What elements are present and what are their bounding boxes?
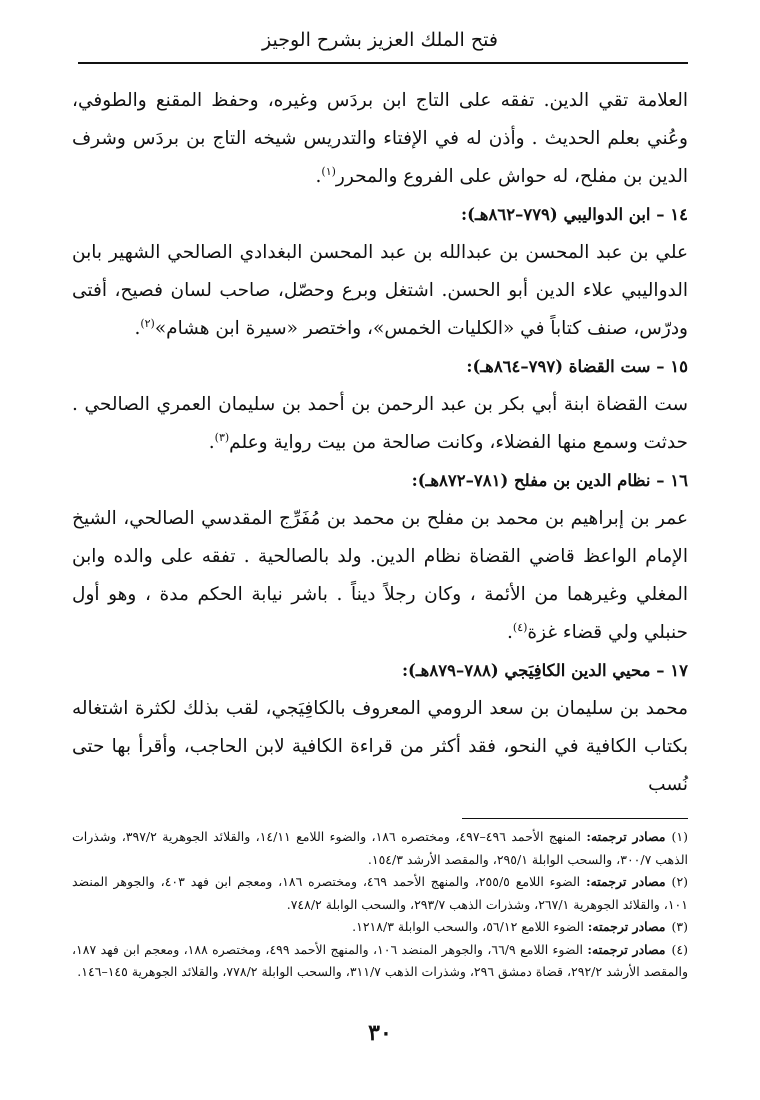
main-text xyxy=(72,82,688,804)
footnote xyxy=(72,916,688,939)
entry-text xyxy=(72,690,688,804)
footnote-number: (١) xyxy=(671,829,688,844)
footnote xyxy=(72,939,688,984)
entry-heading: ١٧ – محيي الدين الكافِيَجي (٧٨٨–٨٧٩هـ): xyxy=(401,661,688,680)
footnote-number: (٢) xyxy=(671,874,689,889)
entry-text xyxy=(72,234,688,348)
footnote-number: (٣) xyxy=(671,919,688,934)
footnotes xyxy=(72,826,688,984)
footnote xyxy=(72,826,688,871)
running-header-title: فتح الملك العزيز بشرح الوجيز xyxy=(262,29,498,51)
entry-body: محمد بن سليمان بن سعد الرومي المعروف بالكافِيَجي، لقب بذلك لكثرة اشتغاله بكتاب الكافية في النحو، فقد أكثر من قراءة الكافية لابن الحاجب، وأقرأ بها حتى نُسب xyxy=(72,698,688,795)
footnote-label: مصادر ترجمته: xyxy=(587,919,666,934)
footnote-ref: (٣) xyxy=(214,430,230,444)
entry-end: . xyxy=(507,622,513,643)
entry-end: . xyxy=(134,318,141,339)
intro-text: العلامة تقي الدين. تفقه على التاج ابن بردَس وغيره، وحفظ المقنع والطوفي، وعُني بعلم الحديث . وأذن له في الإفتاء والتدريس شيخه التاج بن بردَس وشرف الدين بن مفلح، له حواش على الفروع والمحرر xyxy=(72,90,688,187)
footnote-divider xyxy=(462,818,688,819)
entry-text xyxy=(72,500,688,652)
intro-paragraph xyxy=(72,82,688,196)
entry-body: عمر بن إبراهيم بن محمد بن مفلح بن محمد بن مُفَرِّج المقدسي الصالحي، الشيخ الإمام الواعظ قاضي القضاة نظام الدين. ولد بالصالحية . تفقه على والده وابن المغلي وغيرهما من الأئمة ، وكان رجلاً ديناً . باشر نيابة الحكم مدة ، وهو أول حنبلي ولي قضاء غزة xyxy=(72,508,688,643)
entry-body: علي بن عبد المحسن بن عبدالله بن عبد المحسن البغدادي الصالحي الشهير بابن الدواليبي علاء الدين أبو الحسن. اشتغل وبرع وحصّل، صاحب لسان فصيح، أفتى ودرّس، صنف كتاباً في «الكليات الخمس»، واختصر «سيرة ابن هشام» xyxy=(72,242,688,339)
entry-heading: ١٤ – ابن الدواليبي (٧٧٩–٨٦٢هـ): xyxy=(461,205,688,224)
footnote-label: مصادر ترجمته: xyxy=(585,874,666,889)
footnote-ref: (٢) xyxy=(140,316,155,330)
footnote-ref: (١) xyxy=(321,164,336,178)
footnote-text: المنهج الأحمد ٤٩٦–٤٩٧، ومختصره ١٨٦، والضوء اللامع ١٤/١١، والقلائد الجوهرية ٣٩٧/٢، وشذرات الذهب ٣٠٠/٧، والسحب الوابلة ٢٩٥/١، والمقصد الأرشد ١٥٤/٣. xyxy=(72,829,688,867)
footnote-text: الضوء اللامع ٥٦/١٢، والسحب الوابلة ١٢١٨/٣. xyxy=(352,919,584,934)
header-divider xyxy=(78,62,688,64)
entry-body: ست القضاة ابنة أبي بكر بن عبد الرحمن بن أحمد بن سليمان العمري الصالحي . حدثت وسمع منها الفضلاء، وكانت صالحة من بيت رواية وعلم xyxy=(72,394,688,453)
entry-text xyxy=(72,386,688,462)
footnote-text: الضوء اللامع ٦٦/٩، والجوهر المنضد ١٠٦، والمنهج الأحمد ٤٩٩، ومختصره ١٨٨، ومعجم ابن فهد ١٨٧، والمقصد الأرشد ٢٩٢/٢، قضاة دمشق ٢٩٦، وشذرات الذهب ٣١١/٧، والسحب الوابلة ٧٧٨/٢، والقلائد الجوهرية ١٤٥–١٤٦. xyxy=(72,941,688,979)
entry-heading: ١٥ – ست القضاة (٧٩٧–٨٦٤هـ): xyxy=(466,357,688,376)
intro-end: . xyxy=(315,166,322,187)
entry-heading: ١٦ – نظام الدين بن مفلح (٧٨١–٨٧٢هـ): xyxy=(411,471,688,490)
footnote xyxy=(72,871,688,916)
entry-end: . xyxy=(208,432,215,453)
page-number: ٣٠ xyxy=(368,1020,392,1046)
footnote-ref: (٤) xyxy=(512,620,528,634)
footnote-number: (٤) xyxy=(671,941,689,957)
footnote-text: الضوء اللامع ٢٥٥/٥، والمنهج الأحمد ٤٦٩، ومختصره ١٨٦، ومعجم ابن فهد ٤٠٣، والجوهر المنضد ١٠١، والقلائد الجوهرية ٢٦٧/١، وشذرات الذهب ٢٩٣/٧، والسحب الوابلة ٧٤٨/٢. xyxy=(72,874,688,912)
footnote-label: مصادر ترجمته: xyxy=(587,941,666,957)
footnote-label: مصادر ترجمته: xyxy=(586,829,666,844)
